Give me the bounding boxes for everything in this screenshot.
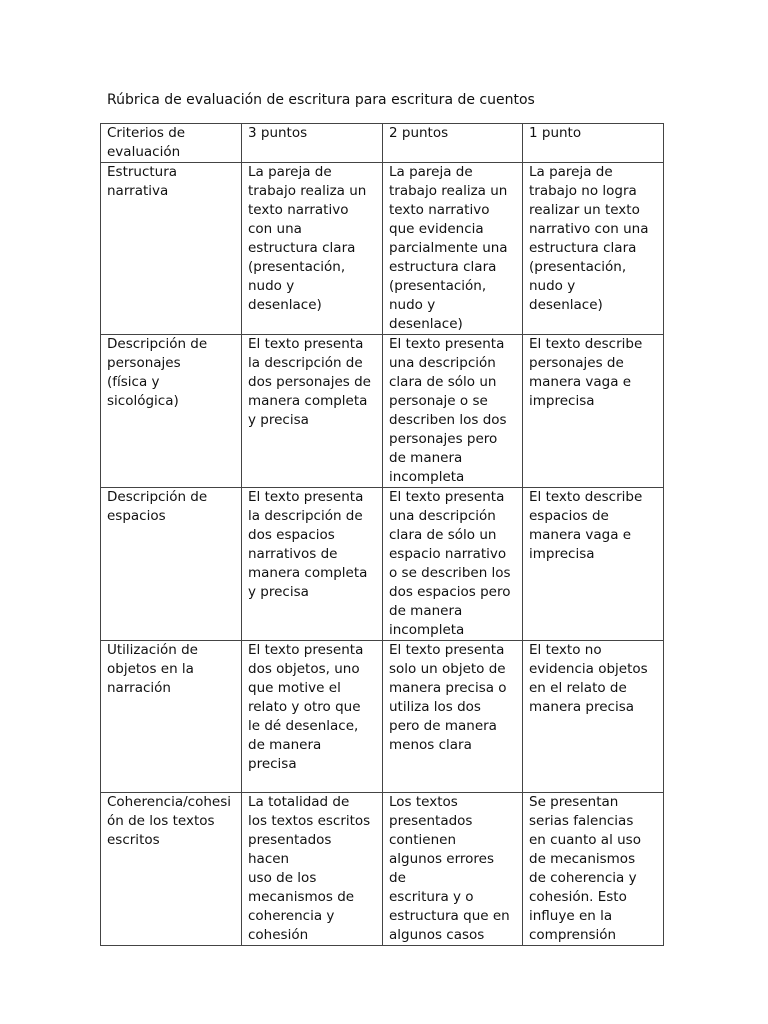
score-1-cell: El texto no evidencia objetos en el relato de manera precisa [523,641,664,793]
document-title: Rúbrica de evaluación de escritura para escritura de cuentos [107,92,535,108]
table-row [101,163,664,335]
score-2-cell: El texto presenta una descripción clara de sólo un personaje o se describen los dos personajes pero de manera incompleta [383,335,523,488]
score-2-cell: El texto presenta solo un objeto de manera precisa o utiliza los dos pero de manera menos clara [383,641,523,793]
table-header-row [101,124,664,163]
score-2-cell: La pareja de trabajo realiza un texto narrativo que evidencia parcialmente una estructura clara (presentación, nudo y desenlace) [383,163,523,335]
header-cell-3-points: 3 puntos [242,124,383,163]
criterion-cell: Estructura narrativa [101,163,242,335]
score-3-cell: El texto presenta la descripción de dos espacios narrativos de manera completa y precisa [242,488,383,641]
table-row [101,335,664,488]
header-cell-1-point: 1 punto [523,124,664,163]
table-row [101,641,664,793]
score-3-cell: La totalidad de los textos escritos presentados hacen uso de los mecanismos de coherencia y cohesión [242,793,383,946]
table-row [101,793,664,946]
score-3-cell: El texto presenta la descripción de dos personajes de manera completa y precisa [242,335,383,488]
score-2-cell: Los textos presentados contienen algunos errores de escritura y o estructura que en algunos casos [383,793,523,946]
score-2-cell: El texto presenta una descripción clara de sólo un espacio narrativo o se describen los dos espacios pero de manera incompleta [383,488,523,641]
criterion-cell: Utilización de objetos en la narración [101,641,242,793]
criterion-cell: Descripción de espacios [101,488,242,641]
header-cell-2-points: 2 puntos [383,124,523,163]
score-3-cell: El texto presenta dos objetos, uno que motive el relato y otro que le dé desenlace, de manera precisa [242,641,383,793]
score-1-cell: La pareja de trabajo no logra realizar un texto narrativo con una estructura clara (presentación, nudo y desenlace) [523,163,664,335]
score-3-cell: La pareja de trabajo realiza un texto narrativo con una estructura clara (presentación, nudo y desenlace) [242,163,383,335]
rubric-table [100,123,664,946]
score-1-cell: El texto describe personajes de manera vaga e imprecisa [523,335,664,488]
score-1-cell: Se presentan serias falencias en cuanto al uso de mecanismos de coherencia y cohesión. Esto influye en la comprensión [523,793,664,946]
header-cell-criteria: Criterios de evaluación [101,124,242,163]
criterion-cell: Descripción de personajes (física y sicológica) [101,335,242,488]
table-row [101,488,664,641]
score-1-cell: El texto describe espacios de manera vaga e imprecisa [523,488,664,641]
criterion-cell: Coherencia/cohesi ón de los textos escritos [101,793,242,946]
